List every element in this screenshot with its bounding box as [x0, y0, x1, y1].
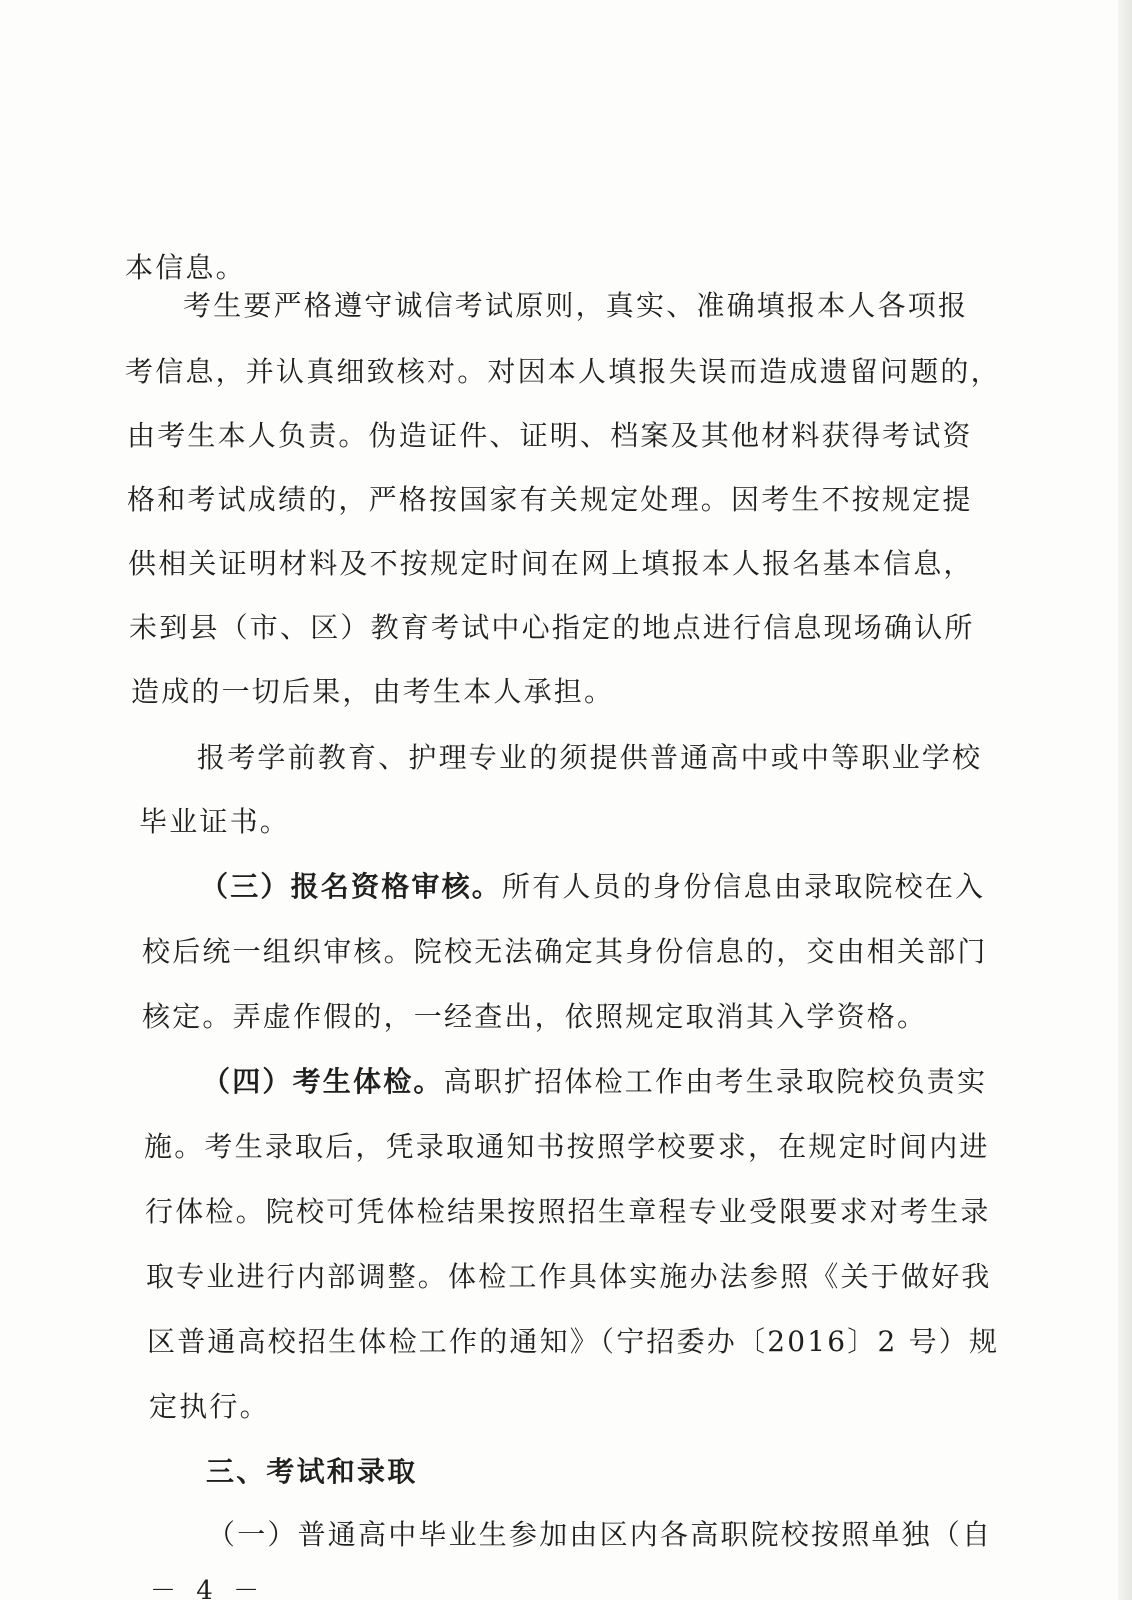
text-line: 毕业证书。	[139, 805, 291, 838]
text-line: 取专业进行内部调整。体检工作具体实施办法参照《关于做好我	[146, 1260, 992, 1293]
chapter-heading: 三、考试和录取	[206, 1455, 418, 1488]
text-line: 造成的一切后果，由考生本人承担。	[131, 675, 615, 708]
page-edge-shadow	[1118, 0, 1132, 1600]
text-line: 报考学前教育、护理专业的须提供普通高中或中等职业学校	[197, 741, 983, 774]
section-paragraph	[200, 871, 985, 903]
text-line: 考信息，并认真细致核对。对因本人填报失误而造成遗留问题的，	[125, 355, 1001, 388]
section-heading-4: （四）考生体检。	[202, 1065, 444, 1098]
text-line: （一）普通高中毕业生参加由区内各高职院校按照单独（自	[207, 1518, 993, 1551]
text-line: 格和考试成绩的，严格按国家有关规定处理。因考生不按规定提	[127, 483, 973, 516]
text-line: 本信息。	[125, 251, 246, 284]
page-number: － 4 －	[150, 1576, 266, 1606]
text-line: 核定。弄虚作假的，一经查出，依照规定取消其入学资格。	[142, 1000, 928, 1033]
text-line: 考生要严格遵守诚信考试原则，真实、准确填报本人各项报	[183, 289, 969, 322]
text-line: 施。考生录取后，凭录取通知书按照学校要求，在规定时间内进	[144, 1130, 990, 1163]
section-paragraph	[202, 1066, 987, 1098]
text-line: 行体检。院校可凭体检结果按照招生章程专业受限要求对考生录	[145, 1195, 991, 1228]
text-line: 定执行。	[149, 1390, 270, 1423]
section-text: 高职扩招体检工作由考生录取院校负责实	[443, 1065, 988, 1098]
text-line: 区普通高校招生体检工作的通知》（宁招委办〔2016〕2 号）规	[147, 1325, 1000, 1358]
text-line: 供相关证明材料及不按规定时间在网上填报本人报名基本信息，	[128, 547, 974, 580]
section-text: 所有人员的身份信息由录取院校在入	[502, 870, 986, 903]
text-line: 未到县（市、区）教育考试中心指定的地点进行信息现场确认所	[129, 611, 975, 644]
text-line: 校后统一组织审核。院校无法确定其身份信息的，交由相关部门	[142, 935, 988, 968]
section-heading-3: （三）报名资格审核。	[200, 870, 503, 903]
text-line: 由考生本人负责。伪造证件、证明、档案及其他材料获得考试资	[127, 419, 973, 452]
